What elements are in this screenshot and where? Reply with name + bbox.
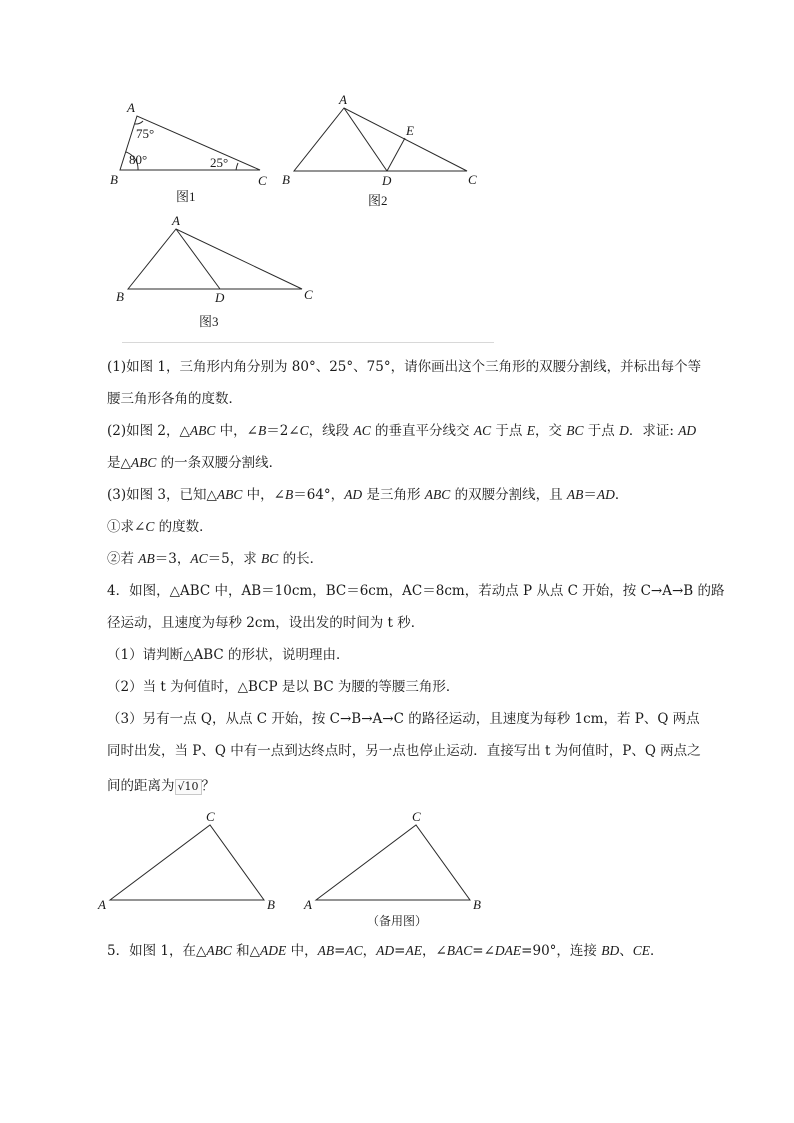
q4-line5: （3）另有一点 Q，从点 C 开始，按 C→B→A→C 的路径运动，且速度为每秒 1cm，若 P、Q 两点 (107, 711, 700, 727)
fig1-angle-a: 75° (136, 126, 155, 141)
q4-line1: 4．如图，△ABC 中，AB＝10cm，BC＝6cm，AC＝8cm，若动点 P 从点 C 开始，按 C→A→B 的路 (107, 583, 725, 599)
q4-spare-caption: （备用图） (367, 914, 428, 928)
q4-line7: 间的距离为 √10 ？ (107, 778, 216, 794)
fig1-label-b: B (110, 172, 118, 187)
figures-q4 (0, 805, 794, 930)
q3-part1-line2: 腰三角形各角的度数． (107, 391, 242, 407)
fig1-angle-a-arc (135, 121, 143, 124)
fig3-label-d: D (215, 290, 225, 305)
q4-figure-spare (303, 809, 481, 928)
q4-triangle-main (110, 825, 264, 900)
figures-top (0, 0, 794, 345)
q3-part3-line: (3)如图 3，已知△ABC 中，∠B＝64°，AD 是三角形 ABC 的双腰分割线，且 AB＝AD． (107, 487, 629, 503)
fig3-triangle (128, 229, 302, 289)
q4-spare-label-c: C (412, 809, 421, 824)
q4-line6: 同时出发，当 P、Q 中有一点到达终点时，另一点也停止运动．直接写出 t 为何值时，P、Q 两点之 (107, 743, 701, 759)
fig2-segment-de (387, 138, 405, 171)
q4-main-label-b: B (267, 897, 275, 912)
q4-line3: （1）请判断△ABC 的形状，说明理由． (107, 647, 350, 663)
q4-line4: （2）当 t 为何值时，△BCP 是以 BC 为腰的等腰三角形． (107, 679, 460, 695)
figure-divider (122, 342, 494, 343)
q4-triangle-spare (316, 825, 470, 900)
fig3-label-b: B (116, 289, 124, 304)
q4-line2: 径运动，且速度为每秒 2cm，设出发的时间为 t 秒． (107, 615, 425, 631)
figure-3 (116, 213, 313, 329)
fig2-label-b: B (282, 172, 290, 187)
fig3-caption: 图3 (199, 314, 219, 329)
q3-sub2: ②若 AB＝3，AC＝5，求 BC 的长． (107, 551, 324, 567)
q3-part2-line1: (2)如图 2，△ABC 中，∠B＝2∠C，线段 AC 的垂直平分线交 AC 于点 E，交 BC 于点 D．求证: AD (107, 423, 697, 439)
q4-main-label-a: A (98, 897, 106, 912)
q4-main-label-c: C (206, 809, 215, 824)
q5-line1: 5．如图 1，在△ABC 和△ADE 中，AB=AC，AD=AE，∠BAC=∠DAE=90°，连接 BD、CE． (107, 943, 664, 959)
q4-figure-main (97, 809, 275, 912)
fig1-angle-c: 25° (210, 155, 229, 170)
fig3-segment-ad (176, 229, 220, 289)
fig3-label-c: C (304, 287, 313, 302)
fig1-angle-c-arc (236, 163, 238, 170)
q4-spare-label-a: A (304, 897, 312, 912)
fig1-label-a: A (127, 100, 135, 115)
fig2-label-a: A (339, 92, 347, 107)
fig1-angle-b: 80° (129, 152, 148, 167)
fig2-caption: 图2 (368, 193, 388, 208)
fig2-label-d: D (382, 173, 392, 188)
fig3-label-a: A (172, 213, 180, 228)
q3-part2-line2: 是△ABC 的一条双腰分割线． (107, 455, 283, 471)
q4-spare-label-b: B (473, 897, 481, 912)
figure-2 (282, 92, 477, 208)
sqrt-ten: √10 (175, 779, 202, 795)
fig1-caption: 图1 (176, 189, 196, 204)
fig2-label-e: E (406, 123, 414, 138)
fig2-segment-ad (344, 108, 387, 171)
figure-1 (110, 100, 267, 204)
fig1-label-c: C (258, 173, 267, 188)
q3-sub1: ①求∠C 的度数． (107, 519, 213, 535)
fig2-label-c: C (468, 172, 477, 187)
q3-part1-line1: (1)如图 1，三角形内角分别为 80°、25°、75°，请你画出这个三角形的双腰分割线，并标出每个等 (107, 359, 702, 375)
